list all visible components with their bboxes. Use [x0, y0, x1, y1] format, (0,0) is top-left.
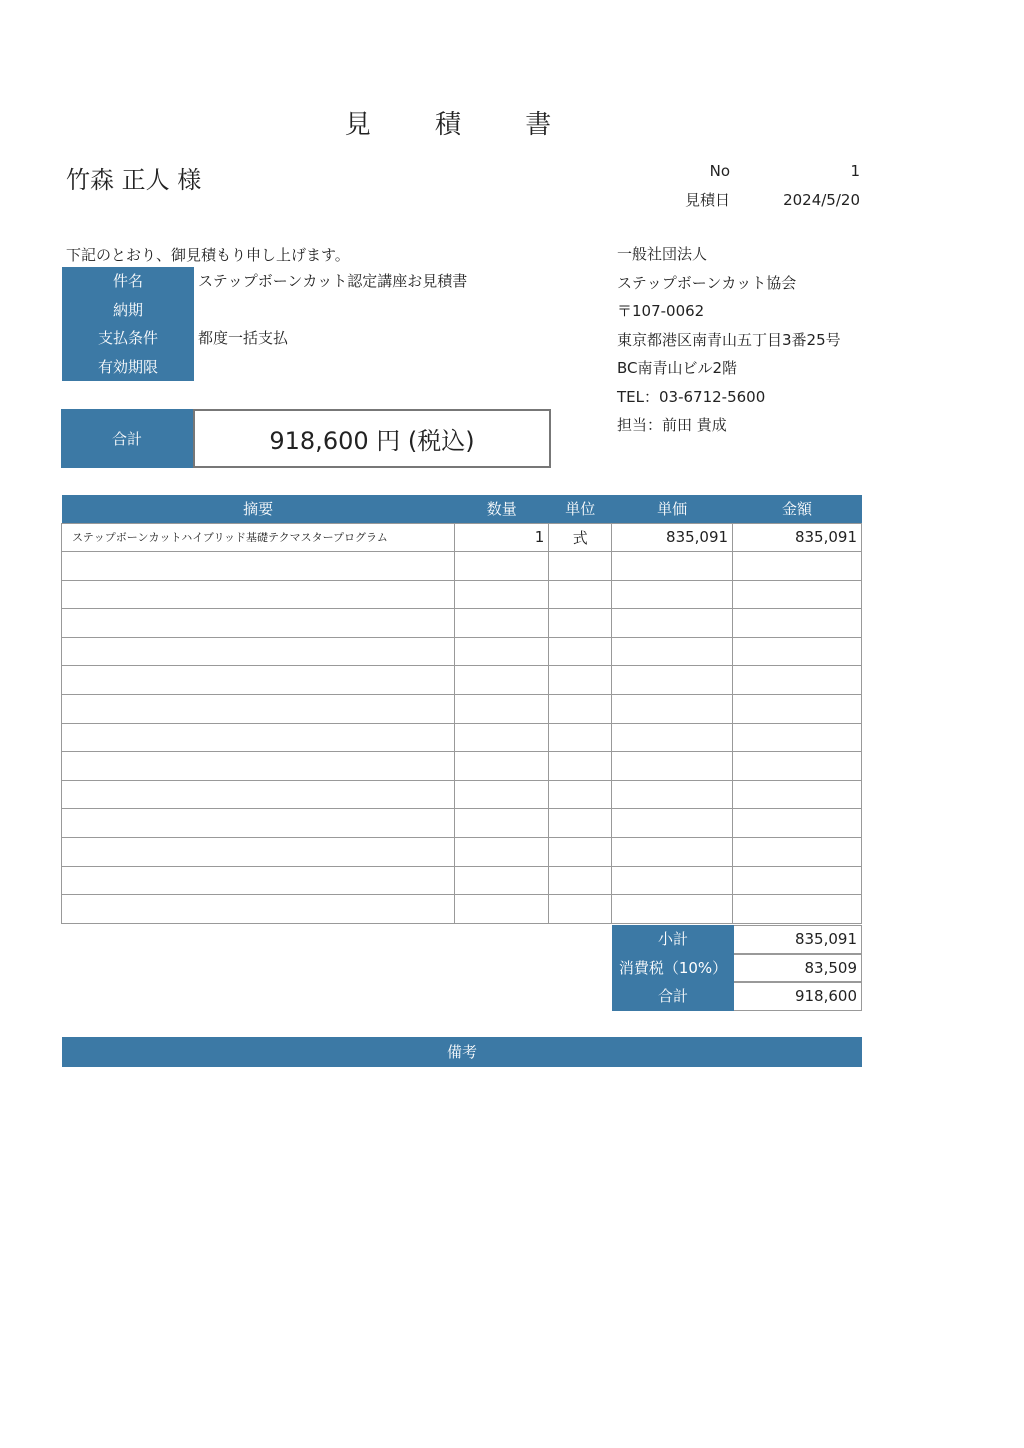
summary-value: 835,091 — [734, 925, 862, 954]
cell-unit — [549, 666, 612, 695]
header-quantity: 数量 — [455, 495, 549, 523]
cell-unit — [549, 752, 612, 781]
document-title: 見 積 書 — [344, 110, 580, 140]
cell-unit-price — [612, 637, 733, 666]
cell-description — [62, 609, 455, 638]
cell-description — [62, 809, 455, 838]
table-row — [62, 580, 862, 609]
company-type: 一般社団法人 — [617, 245, 708, 263]
cell-amount — [733, 552, 862, 581]
cell-unit — [549, 580, 612, 609]
cell-description — [62, 637, 455, 666]
summary-row-total — [612, 982, 862, 1011]
cell-unit-price — [612, 866, 733, 895]
cell-unit-price — [612, 580, 733, 609]
header-amount: 金額 — [733, 495, 862, 523]
info-row-validity — [62, 353, 562, 382]
cell-unit-price — [612, 552, 733, 581]
cell-unit-price — [612, 609, 733, 638]
table-row — [62, 866, 862, 895]
info-label: 納期 — [62, 296, 194, 325]
summary-block — [612, 925, 862, 1011]
table-row — [62, 780, 862, 809]
grand-total-label: 合計 — [61, 409, 193, 468]
table-row — [62, 838, 862, 867]
cell-quantity — [455, 695, 549, 724]
cell-description — [62, 723, 455, 752]
cell-amount — [733, 780, 862, 809]
summary-row-subtotal — [612, 925, 862, 954]
company-address1: 東京都港区南青山五丁目3番25号 — [617, 330, 841, 349]
cell-unit — [549, 866, 612, 895]
cell-unit — [549, 780, 612, 809]
cell-unit-price — [612, 895, 733, 924]
company-name: ステップボーンカット協会 — [617, 273, 797, 292]
cell-unit-price — [612, 666, 733, 695]
company-contact: 担当：前田 貴成 — [617, 416, 727, 434]
cell-description — [62, 866, 455, 895]
cell-description — [62, 666, 455, 695]
cell-unit — [549, 637, 612, 666]
table-header-row — [62, 495, 862, 523]
cell-amount — [733, 895, 862, 924]
company-info — [617, 240, 841, 440]
cell-description — [62, 838, 455, 867]
header-description: 摘要 — [62, 495, 455, 523]
intro-text: 下記のとおり、御見積もり申し上げます。 — [66, 246, 350, 264]
info-row-subject — [62, 267, 562, 296]
cell-quantity — [455, 580, 549, 609]
cell-amount — [733, 637, 862, 666]
company-address2: BC南青山ビル2階 — [617, 359, 738, 377]
cell-quantity — [455, 838, 549, 867]
cell-quantity — [455, 609, 549, 638]
cell-amount — [733, 866, 862, 895]
info-value — [194, 296, 562, 325]
cell-quantity — [455, 637, 549, 666]
cell-amount — [733, 580, 862, 609]
cell-unit-price — [612, 809, 733, 838]
cell-quantity — [455, 780, 549, 809]
cell-description — [62, 752, 455, 781]
cell-unit-price — [612, 695, 733, 724]
cell-quantity — [455, 666, 549, 695]
cell-quantity — [455, 752, 549, 781]
cell-description — [62, 695, 455, 724]
cell-amount — [733, 809, 862, 838]
cell-unit — [549, 838, 612, 867]
summary-label: 消費税（10%） — [612, 954, 734, 983]
cell-amount — [733, 666, 862, 695]
info-row-delivery — [62, 296, 562, 325]
table-row — [62, 637, 862, 666]
recipient-name: 竹森 正人 様 — [66, 166, 202, 194]
notes-header: 備考 — [62, 1037, 862, 1067]
cell-quantity — [455, 895, 549, 924]
grand-total-box — [61, 409, 551, 468]
cell-unit-price — [612, 752, 733, 781]
estimate-date-value: 2024/5/20 — [783, 190, 860, 209]
table-row — [62, 695, 862, 724]
summary-label: 合計 — [612, 982, 734, 1011]
estimate-date-row — [660, 185, 860, 214]
cell-description — [62, 895, 455, 924]
company-postal: 〒107-0062 — [617, 302, 705, 320]
cell-unit — [549, 695, 612, 724]
info-value: 都度一括支払 — [198, 329, 289, 347]
cell-description — [62, 780, 455, 809]
cell-unit — [549, 609, 612, 638]
cell-unit-price — [612, 780, 733, 809]
cell-unit — [549, 809, 612, 838]
info-value — [194, 353, 562, 382]
cell-quantity — [455, 723, 549, 752]
table-row — [62, 523, 862, 552]
cell-amount — [733, 609, 862, 638]
summary-label: 小計 — [612, 925, 734, 954]
line-items-table — [61, 495, 862, 924]
info-value: ステップボーンカット認定講座お見積書 — [198, 272, 468, 290]
cell-quantity — [455, 866, 549, 895]
summary-row-tax — [612, 954, 862, 983]
cell-unit — [549, 552, 612, 581]
table-row — [62, 666, 862, 695]
info-row-payment — [62, 324, 562, 353]
grand-total-value: 918,600 円 (税込) — [193, 409, 551, 468]
estimate-date-label: 見積日 — [684, 191, 730, 209]
table-row — [62, 552, 862, 581]
cell-unit-price: 835,091 — [612, 523, 733, 552]
header-unit: 単位 — [549, 495, 612, 523]
table-row — [62, 895, 862, 924]
cell-quantity — [455, 809, 549, 838]
cell-amount — [733, 723, 862, 752]
cell-amount — [733, 752, 862, 781]
cell-quantity: 1 — [455, 523, 549, 552]
cell-unit-price — [612, 723, 733, 752]
cell-unit — [549, 895, 612, 924]
company-tel: TEL：03-6712-5600 — [617, 387, 766, 406]
table-row — [62, 752, 862, 781]
estimate-number-label: No — [709, 161, 730, 180]
header-unit-price: 単価 — [612, 495, 733, 523]
estimate-meta — [660, 156, 860, 214]
cell-description: ステップボーンカットハイブリッド基礎テクマスタープログラム — [62, 523, 455, 552]
info-label: 件名 — [62, 267, 194, 296]
cell-quantity — [455, 552, 549, 581]
cell-unit-price — [612, 838, 733, 867]
estimate-number-value: 1 — [850, 161, 860, 180]
info-label: 支払条件 — [62, 324, 194, 353]
cell-amount — [733, 838, 862, 867]
cell-unit — [549, 723, 612, 752]
info-label: 有効期限 — [62, 353, 194, 382]
table-row — [62, 809, 862, 838]
estimate-number-row — [660, 156, 860, 185]
estimate-info — [62, 267, 562, 381]
table-row — [62, 609, 862, 638]
cell-amount: 835,091 — [733, 523, 862, 552]
summary-value: 918,600 — [734, 982, 862, 1011]
cell-description — [62, 552, 455, 581]
summary-value: 83,509 — [734, 954, 862, 983]
cell-amount — [733, 695, 862, 724]
cell-unit: 式 — [549, 523, 612, 552]
table-row — [62, 723, 862, 752]
cell-description — [62, 580, 455, 609]
